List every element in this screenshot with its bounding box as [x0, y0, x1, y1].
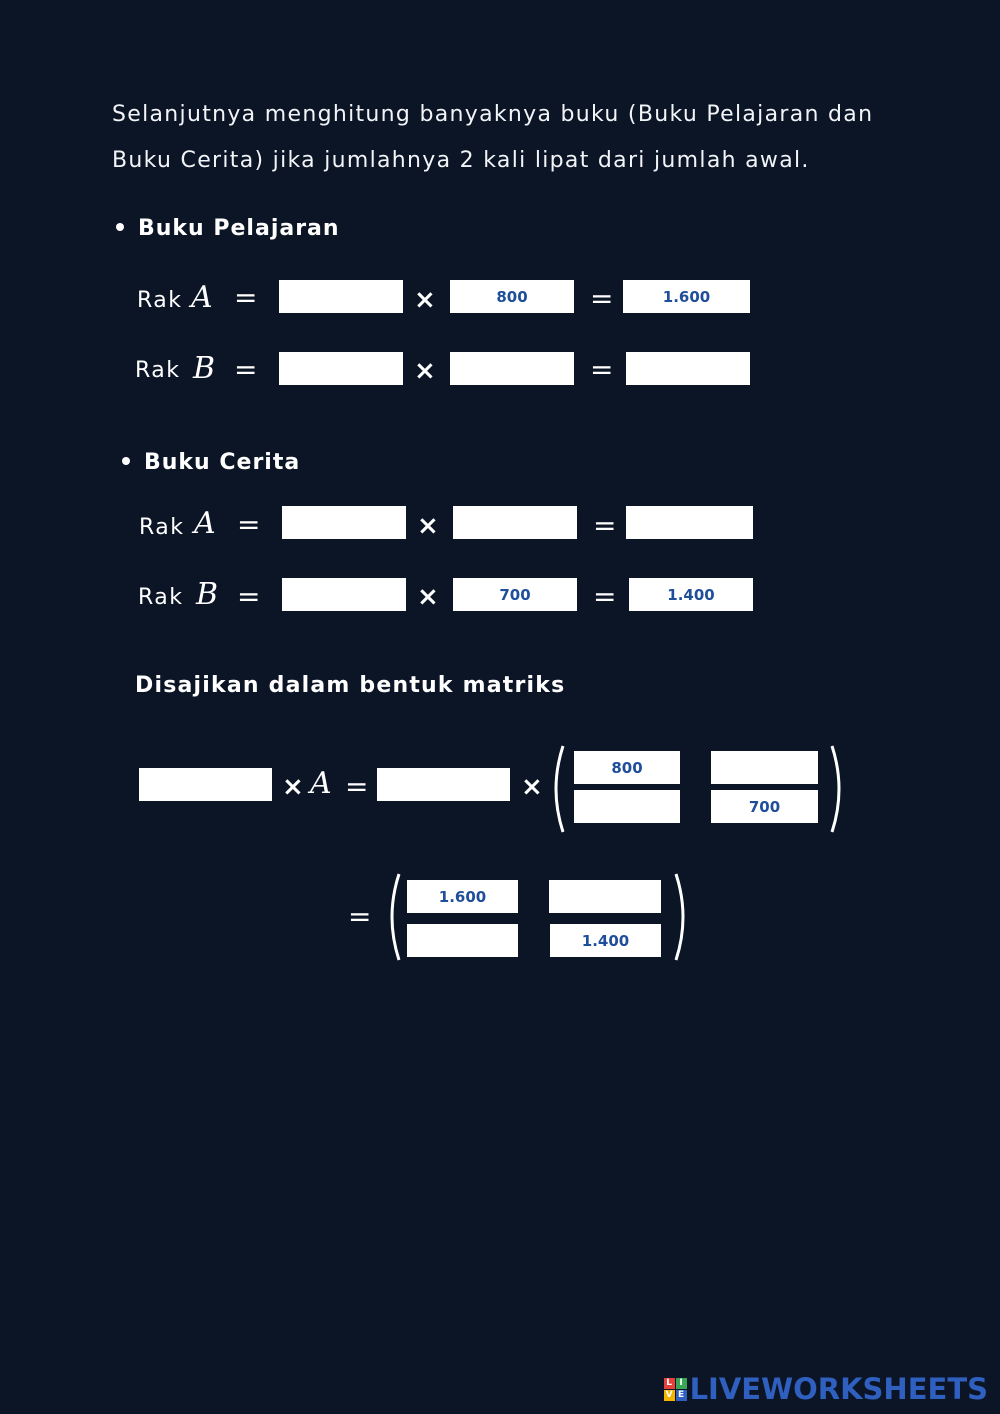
answer-input[interactable]: [282, 578, 406, 611]
answer-input[interactable]: 1.400: [629, 578, 753, 611]
variable-a: A: [191, 280, 213, 315]
result-cell-input[interactable]: [549, 880, 661, 913]
variable-a: A: [194, 506, 216, 541]
times-sign: ×: [521, 772, 543, 802]
matrix-cell-input[interactable]: [711, 751, 818, 784]
result-cell-input[interactable]: 1.400: [550, 924, 661, 957]
variable-b: B: [196, 577, 219, 612]
equals-sign: =: [593, 509, 617, 542]
times-sign: ×: [414, 285, 436, 315]
rak-label: Rak: [138, 585, 184, 610]
times-sign: ×: [417, 582, 439, 612]
result-cell-input[interactable]: [407, 924, 518, 957]
intro-line-1: Selanjutnya menghitung banyaknya buku (Buku Pelajaran dan: [112, 102, 874, 127]
equals-sign: =: [348, 900, 372, 933]
matrix-cell-input[interactable]: 800: [574, 751, 680, 784]
left-parenthesis: [383, 872, 403, 966]
equals-sign: =: [234, 353, 258, 386]
result-cell-input[interactable]: 1.600: [407, 880, 518, 913]
times-sign: ×: [282, 772, 304, 802]
equals-sign: =: [593, 580, 617, 613]
answer-input[interactable]: [453, 506, 577, 539]
variable-a: A: [310, 766, 332, 801]
answer-input[interactable]: [279, 280, 403, 313]
answer-input[interactable]: 1.600: [623, 280, 750, 313]
left-parenthesis: [547, 744, 567, 838]
equals-sign: =: [237, 580, 261, 613]
section-title-cerita: Buku Cerita: [122, 450, 300, 475]
equals-sign: =: [234, 281, 258, 314]
answer-input[interactable]: [279, 352, 403, 385]
rak-label: Rak: [137, 288, 183, 313]
answer-input[interactable]: [450, 352, 574, 385]
variable-b: B: [193, 351, 216, 386]
intro-line-2: Buku Cerita) jika jumlahnya 2 kali lipat dari jumlah awal.: [112, 148, 810, 173]
answer-input[interactable]: [282, 506, 406, 539]
rak-label: Rak: [139, 515, 185, 540]
logo-text: LIVEWORKSHEETS: [689, 1372, 988, 1406]
rak-label: Rak: [135, 358, 181, 383]
equals-sign: =: [590, 282, 614, 315]
bullet-icon: [116, 223, 124, 231]
equals-sign: =: [590, 353, 614, 386]
answer-input[interactable]: 700: [453, 578, 577, 611]
right-parenthesis: [828, 744, 848, 838]
right-parenthesis: [672, 872, 692, 966]
answer-input[interactable]: [626, 352, 750, 385]
bullet-icon: [122, 457, 130, 465]
liveworksheets-logo: [664, 1372, 988, 1406]
matrix-lhs-input[interactable]: [139, 768, 272, 801]
intro-paragraph: [112, 92, 932, 184]
equals-sign: =: [237, 508, 261, 541]
answer-input[interactable]: [626, 506, 753, 539]
matrix-heading: Disajikan dalam bentuk matriks: [135, 673, 566, 698]
scalar-input[interactable]: [377, 768, 510, 801]
times-sign: ×: [414, 356, 436, 386]
matrix-cell-input[interactable]: [574, 790, 680, 823]
answer-input[interactable]: 800: [450, 280, 574, 313]
section-title-pelajaran: Buku Pelajaran: [116, 216, 340, 241]
equals-sign: =: [345, 770, 369, 803]
logo-icon: L I V E: [664, 1378, 687, 1401]
times-sign: ×: [417, 511, 439, 541]
matrix-cell-input[interactable]: 700: [711, 790, 818, 823]
